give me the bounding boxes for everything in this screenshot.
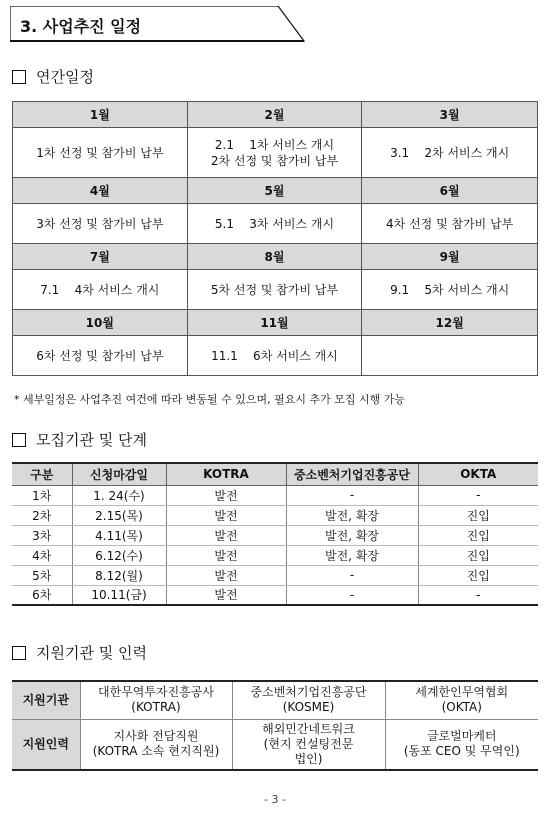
annual-schedule-table bbox=[12, 101, 538, 376]
recruit-table bbox=[12, 462, 538, 606]
cell-line: (OKTA) bbox=[441, 700, 482, 715]
table-cell: 5차 bbox=[12, 565, 72, 585]
square-bullet-icon bbox=[12, 433, 26, 447]
table-row bbox=[12, 681, 538, 719]
section-header bbox=[10, 6, 305, 42]
cell-line: (KOSME) bbox=[282, 700, 335, 715]
table-cell: 발전 bbox=[166, 525, 286, 545]
cell-line: (KOTRA 소속 현지직원) bbox=[92, 744, 220, 758]
cell-line: (현지 컨설팅전문 bbox=[263, 736, 354, 751]
month-row bbox=[13, 310, 538, 336]
table-cell: 4차 bbox=[12, 545, 72, 565]
event-line: 6차 선정 및 참가비 납부 bbox=[36, 348, 164, 363]
table-cell: 발전, 확장 bbox=[286, 505, 418, 525]
event-line: 2.1 1차 서비스 개시 bbox=[214, 137, 335, 152]
event-cell bbox=[187, 204, 362, 244]
cell-line: (동포 CEO 및 무역인) bbox=[403, 744, 520, 758]
table-row bbox=[12, 719, 538, 770]
table-row bbox=[12, 565, 538, 585]
square-bullet-icon bbox=[12, 70, 26, 84]
table-cell bbox=[80, 681, 232, 719]
table-cell bbox=[232, 681, 385, 719]
event-line: 9.1 5차 서비스 개시 bbox=[390, 282, 510, 297]
event-cell bbox=[187, 270, 362, 310]
table-cell: - bbox=[286, 485, 418, 505]
row-label: 지원기관 bbox=[12, 681, 80, 719]
table-row bbox=[12, 545, 538, 565]
event-cell bbox=[13, 128, 188, 178]
table-row bbox=[12, 505, 538, 525]
month-header: 8월 bbox=[187, 244, 362, 270]
event-cell bbox=[362, 270, 538, 310]
schedule-note: * 세부일정은 사업추진 여건에 따라 변동될 수 있으며, 필요시 추가 모집 시행 가능 bbox=[14, 393, 405, 406]
recruit-column-header: 중소벤처기업진흥공단 bbox=[286, 463, 418, 485]
table-row bbox=[12, 485, 538, 505]
event-line: 7.1 4차 서비스 개시 bbox=[40, 282, 160, 297]
event-line: 3.1 2차 서비스 개시 bbox=[390, 145, 510, 160]
month-header: 12월 bbox=[362, 310, 538, 336]
table-cell: 진입 bbox=[418, 525, 538, 545]
recruit-column-header: OKTA bbox=[418, 463, 538, 485]
event-line: 4차 선정 및 참가비 납부 bbox=[386, 216, 514, 231]
event-cell bbox=[13, 204, 188, 244]
event-line: 1차 선정 및 참가비 납부 bbox=[36, 145, 164, 160]
month-header: 6월 bbox=[362, 178, 538, 204]
month-header: 1월 bbox=[13, 102, 188, 128]
table-cell: - bbox=[286, 585, 418, 605]
table-cell: 2차 bbox=[12, 505, 72, 525]
event-cell bbox=[187, 128, 362, 178]
event-cell bbox=[13, 270, 188, 310]
row-label: 지원인력 bbox=[12, 719, 80, 770]
support-heading-text: 지원기관 및 인력 bbox=[36, 644, 147, 662]
table-cell: 1. 24(수) bbox=[72, 485, 166, 505]
table-cell: 진입 bbox=[418, 545, 538, 565]
recruit-heading-text: 모집기관 및 단계 bbox=[36, 431, 147, 449]
event-line: 11.1 6차 서비스 개시 bbox=[211, 348, 338, 363]
recruit-column-header: 신청마감일 bbox=[72, 463, 166, 485]
table-cell: 2.15(목) bbox=[72, 505, 166, 525]
table-row bbox=[12, 585, 538, 605]
month-header: 4월 bbox=[13, 178, 188, 204]
event-cell bbox=[362, 128, 538, 178]
section-title: 3. 사업추진 일정 bbox=[20, 17, 142, 36]
table-cell bbox=[385, 719, 538, 770]
table-cell: 진입 bbox=[418, 505, 538, 525]
event-cell bbox=[362, 204, 538, 244]
recruit-heading bbox=[12, 429, 147, 450]
event-line: 5차 선정 및 참가비 납부 bbox=[210, 282, 339, 297]
recruit-column-header: 구분 bbox=[12, 463, 72, 485]
table-cell: 발전 bbox=[166, 485, 286, 505]
event-row bbox=[13, 270, 538, 310]
recruit-column-header: KOTRA bbox=[166, 463, 286, 485]
month-header: 5월 bbox=[187, 178, 362, 204]
table-cell: 발전 bbox=[166, 505, 286, 525]
month-header: 2월 bbox=[187, 102, 362, 128]
annual-heading bbox=[12, 66, 94, 87]
table-cell: - bbox=[418, 585, 538, 605]
cell-line: 대한무역투자진흥공사 bbox=[98, 685, 214, 700]
table-cell: 3차 bbox=[12, 525, 72, 545]
month-row bbox=[13, 102, 538, 128]
table-cell: 8.12(월) bbox=[72, 565, 166, 585]
event-row bbox=[13, 204, 538, 244]
table-cell: 발전, 확장 bbox=[286, 545, 418, 565]
month-row bbox=[13, 178, 538, 204]
cell-line: 지사화 전담직원 bbox=[113, 729, 199, 743]
month-header: 11월 bbox=[187, 310, 362, 336]
cell-line: 법인) bbox=[294, 751, 323, 766]
table-cell: - bbox=[286, 565, 418, 585]
month-header: 9월 bbox=[362, 244, 538, 270]
cell-line: (KOTRA) bbox=[131, 700, 181, 715]
table-cell: 6차 bbox=[12, 585, 72, 605]
table-cell: 발전 bbox=[166, 545, 286, 565]
cell-line: 해외민간네트워크 bbox=[262, 721, 355, 736]
event-row bbox=[13, 336, 538, 376]
cell-line: 중소벤처기업진흥공단 bbox=[250, 685, 367, 700]
table-cell: 진입 bbox=[418, 565, 538, 585]
table-cell: 발전 bbox=[166, 585, 286, 605]
table-cell: 발전, 확장 bbox=[286, 525, 418, 545]
event-cell bbox=[13, 336, 188, 376]
month-header: 7월 bbox=[13, 244, 188, 270]
table-cell bbox=[232, 719, 385, 770]
month-row bbox=[13, 244, 538, 270]
event-line: 5.1 3차 서비스 개시 bbox=[214, 216, 335, 231]
cell-line: 세계한인무역협회 bbox=[415, 685, 509, 700]
support-table bbox=[12, 680, 538, 771]
table-cell: - bbox=[418, 485, 538, 505]
month-header: 10월 bbox=[13, 310, 188, 336]
table-cell: 6.12(수) bbox=[72, 545, 166, 565]
event-line: 2차 선정 및 참가비 납부 bbox=[210, 153, 339, 168]
table-cell: 4.11(목) bbox=[72, 525, 166, 545]
annual-heading-text: 연간일정 bbox=[36, 68, 94, 86]
event-cell bbox=[187, 336, 362, 376]
support-heading bbox=[12, 642, 147, 663]
event-row bbox=[13, 128, 538, 178]
table-cell: 발전 bbox=[166, 565, 286, 585]
square-bullet-icon bbox=[12, 646, 26, 660]
table-cell: 1차 bbox=[12, 485, 72, 505]
event-line: 3차 선정 및 참가비 납부 bbox=[36, 216, 164, 231]
table-row bbox=[12, 525, 538, 545]
event-cell bbox=[362, 336, 538, 376]
page-number: - 3 - bbox=[264, 793, 286, 806]
month-header: 3월 bbox=[362, 102, 538, 128]
table-cell: 10.11(금) bbox=[72, 585, 166, 605]
table-cell bbox=[80, 719, 232, 770]
cell-line: 글로벌마케터 bbox=[426, 729, 497, 743]
table-cell bbox=[385, 681, 538, 719]
